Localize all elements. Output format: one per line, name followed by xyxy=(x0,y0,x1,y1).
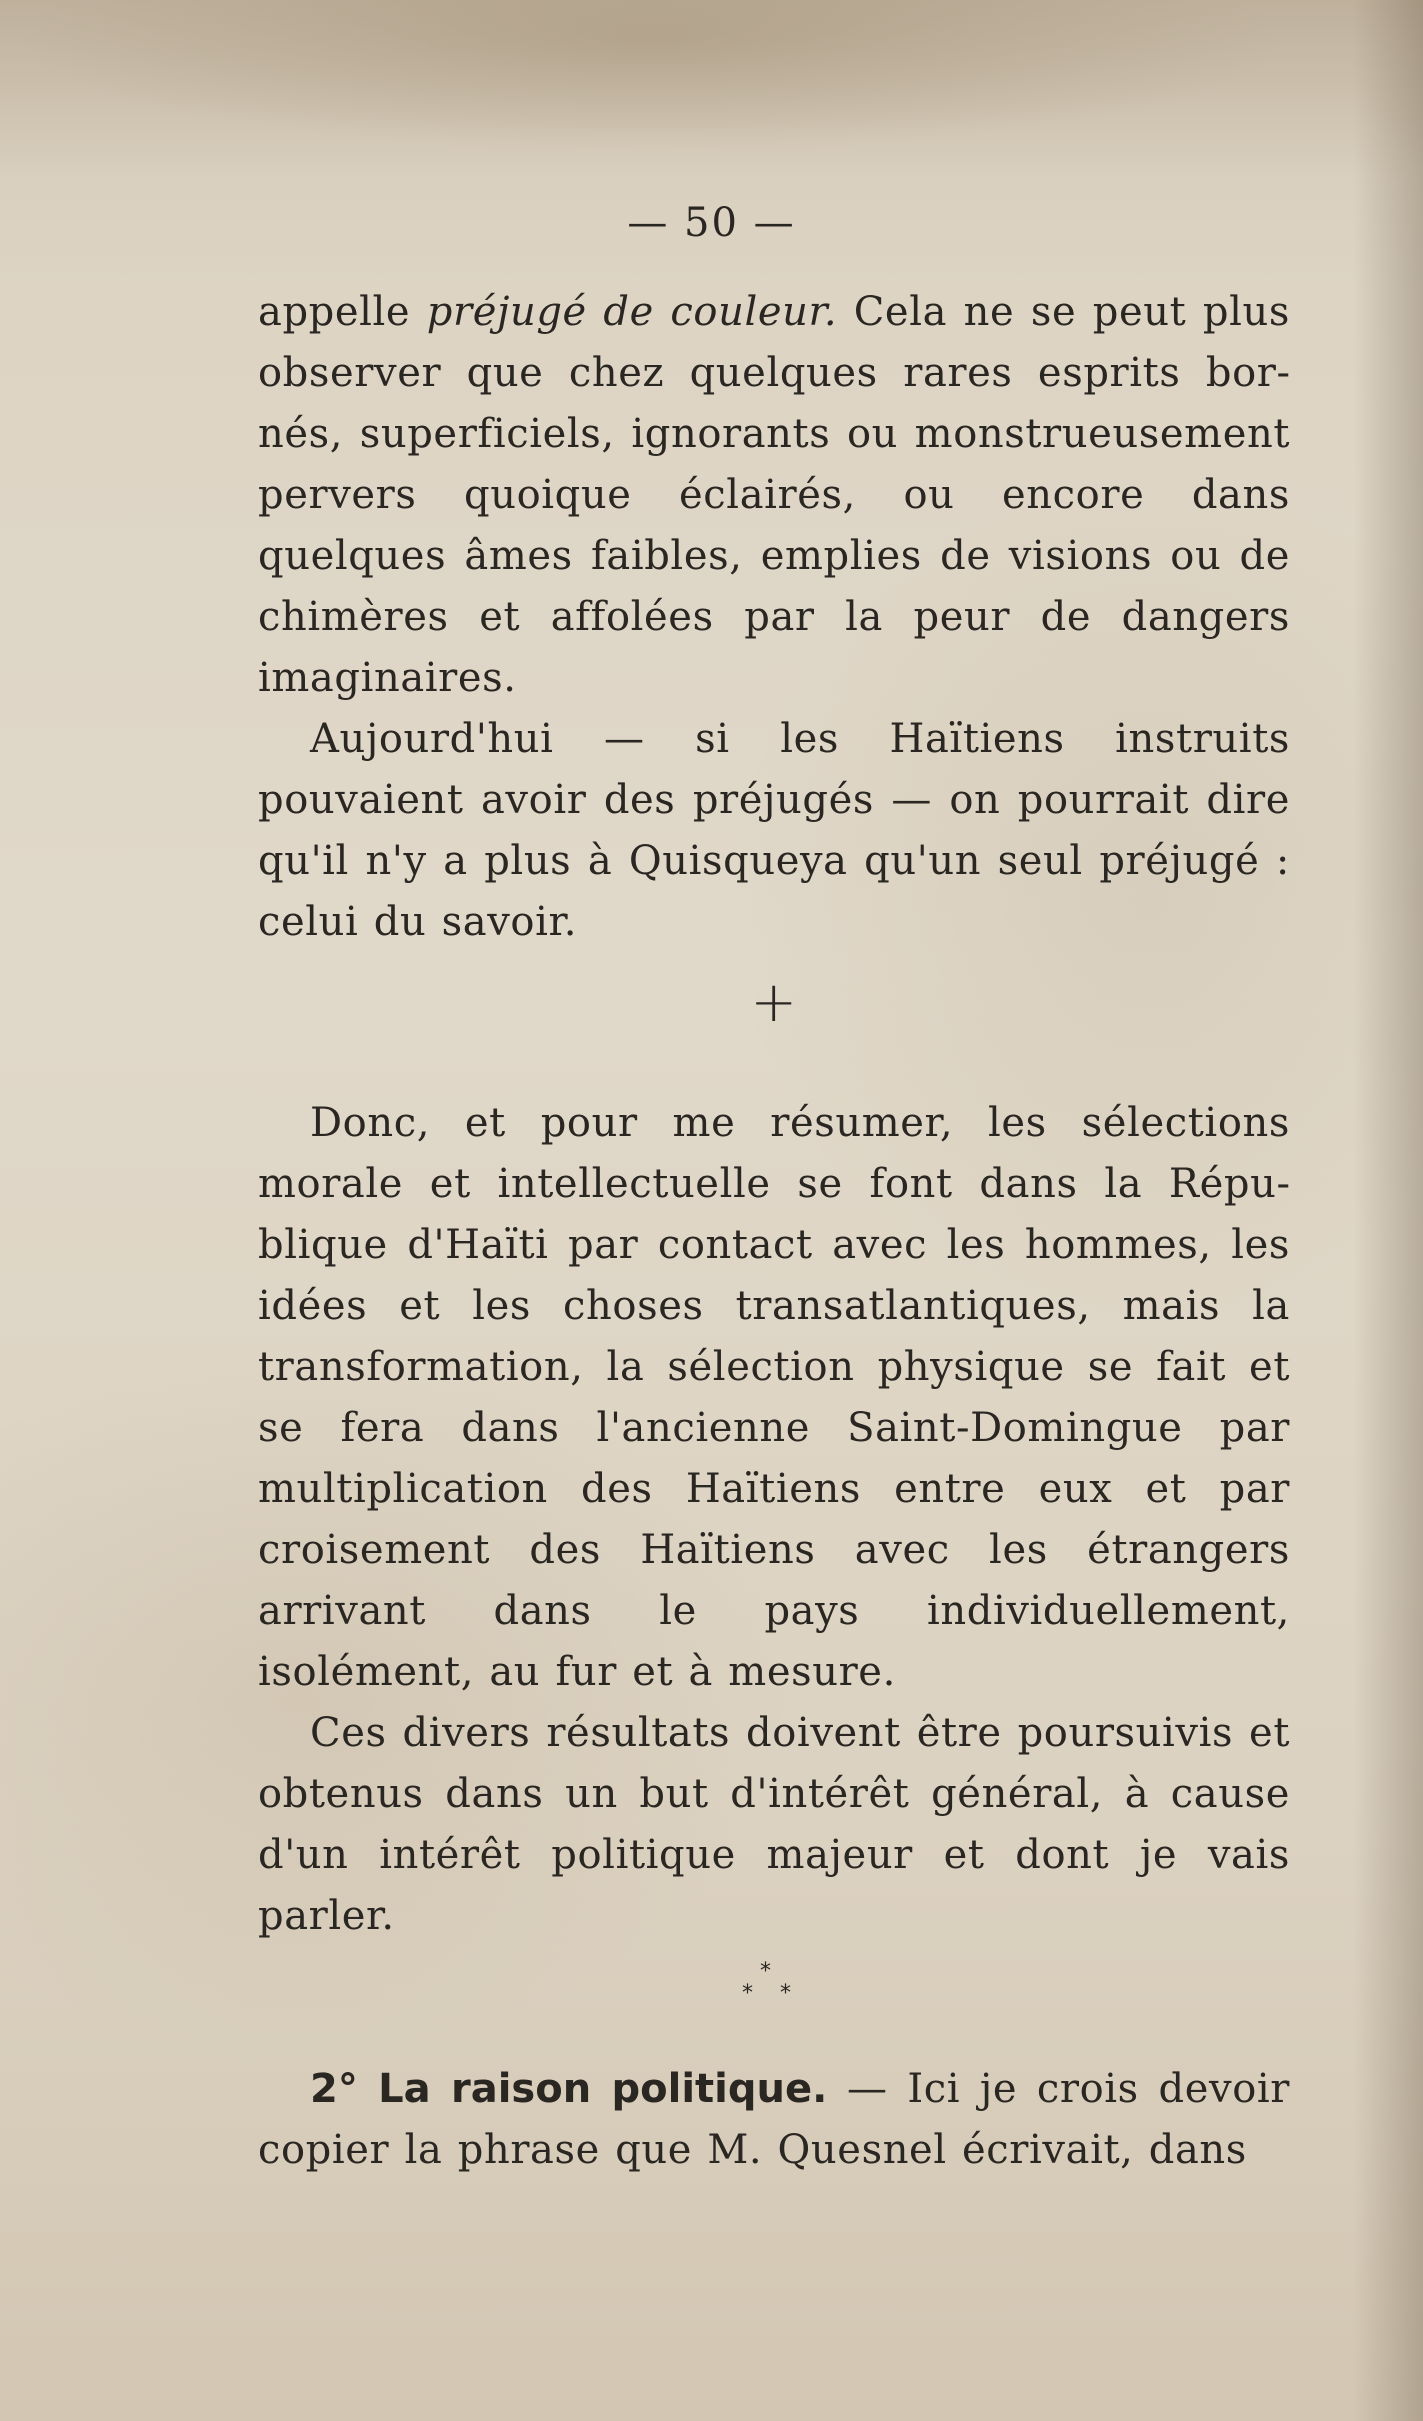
asterism-star: * xyxy=(760,1959,772,1984)
asterism-star: * xyxy=(742,1981,754,2006)
body-text xyxy=(258,282,1290,2181)
gutter-shadow xyxy=(1353,0,1423,2421)
paragraph-5 xyxy=(258,2059,1290,2181)
paragraph-4: Ces divers résultats doivent être poursuivis et obtenus dans un but d'intérêt général, à cause d'un intérêt politique majeur et dont je vais parler. xyxy=(258,1710,1290,1939)
asterism-star: * xyxy=(780,1981,792,2006)
paragraph-2: Aujourd'hui — si les Haïtiens instruits pouvaient avoir des préjugés — on pourrait dire qu'il n'y a plus à Quisqueya qu'un seul préjugé : celui du savoir. xyxy=(258,716,1290,945)
italic-phrase: préjugé de couleur. xyxy=(426,289,838,335)
section-cross-ornament: + xyxy=(750,970,798,1035)
heading-dash: — xyxy=(827,2066,908,2112)
section-heading: 2° La raison politique. xyxy=(310,2066,828,2112)
paper-stain xyxy=(0,0,1423,180)
paragraph-1-rest: Cela ne se peut plus observer que chez quelques rares esprits bornés, superficiels, ignorants ou monstrueusement pervers quoique éclairés, ou encore dans quelques âmes faibles, emplies de visions ou de chimères et affolées par la peur de dangers imaginaires. xyxy=(258,289,1290,701)
paragraph-5-text: Ici je crois devoir copier la phrase que M. Quesnel écrivait, dans xyxy=(258,2066,1290,2173)
page-number: — 50 — xyxy=(627,200,796,246)
paragraph-1-start: appelle xyxy=(258,289,427,335)
paragraph-1 xyxy=(258,282,1290,709)
paragraph-3: Donc, et pour me résumer, les sélections morale et intellectuelle se font dans la République d'Haïti par contact avec les hommes, les idées et les choses transatlantiques, mais la transformation, la sélection physique se fait et se fera dans l'ancienne Saint-Domingue par multiplication des Haïtiens entre eux et par croisement des Haïtiens avec les étrangers arrivant dans le pays individuellement, isolément, au fur et à mesure. xyxy=(258,1100,1290,1695)
asterism-ornament xyxy=(258,1947,1290,2059)
